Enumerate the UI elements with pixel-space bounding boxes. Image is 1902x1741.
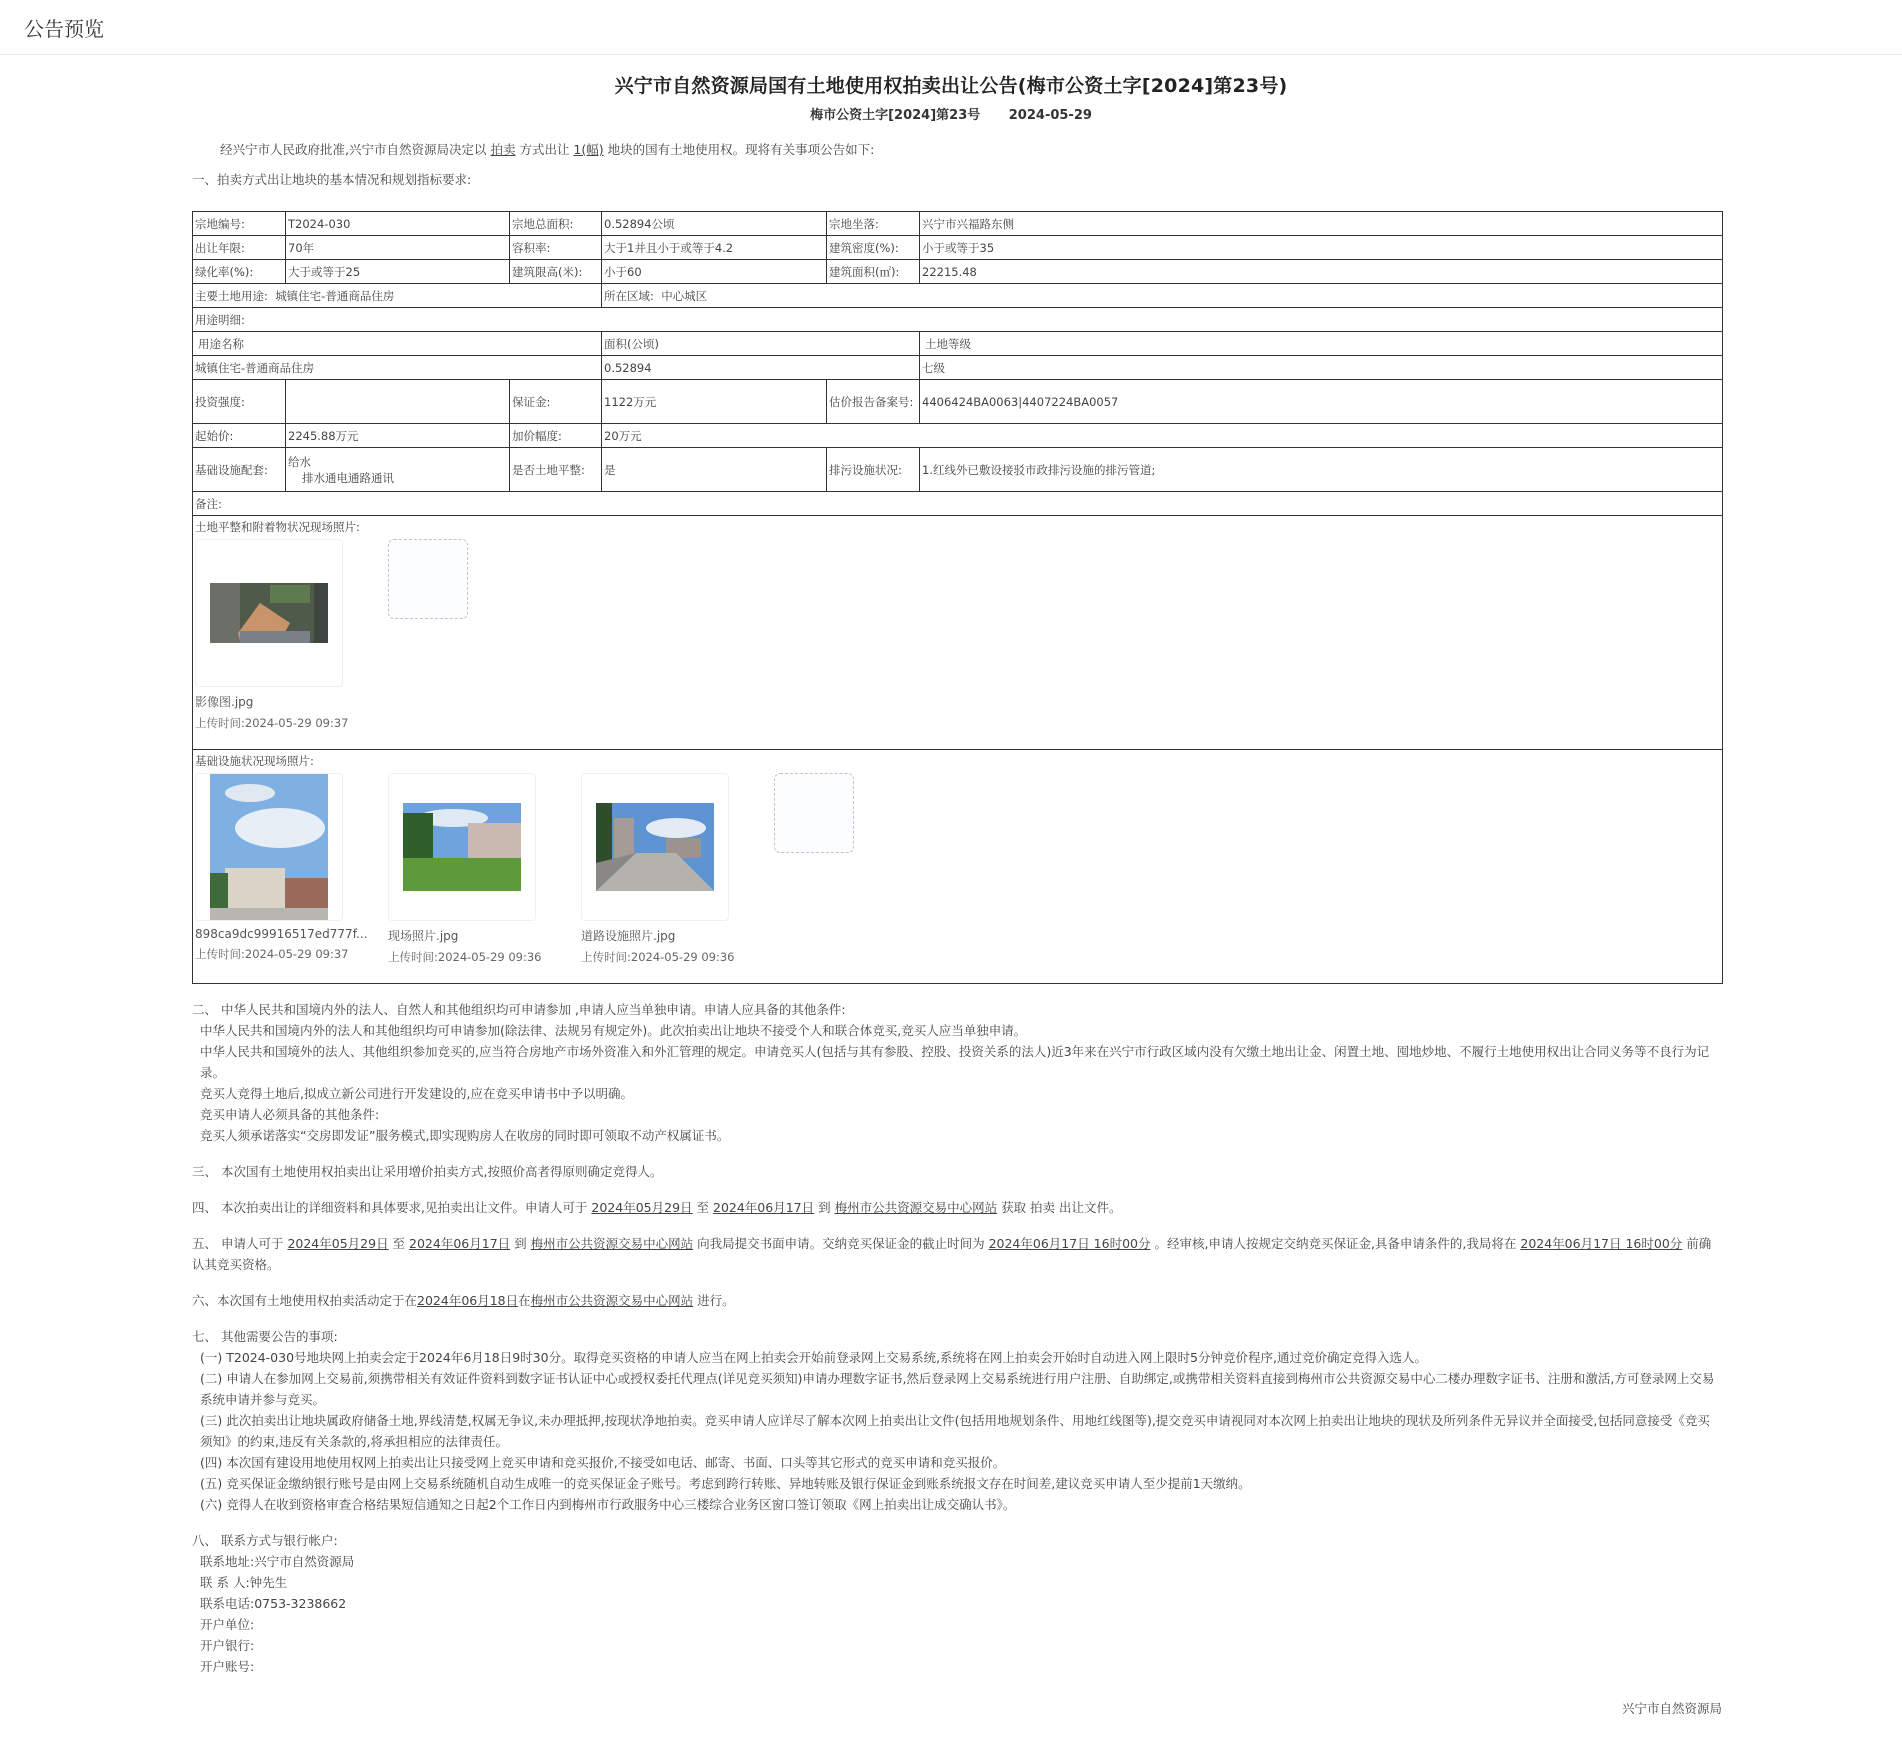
photo-filename: 影像图.jpg — [195, 695, 254, 709]
region: 中心城区 — [661, 288, 708, 303]
table-row: 备注: — [193, 492, 1723, 516]
document-date: 2024-05-29 — [1008, 108, 1092, 123]
list-item: (三) 此次拍卖出让地块属政府储备土地,界线清楚,权属无争议,未办理抵押,按现状净地拍卖。竞买申请人应详尽了解本次网上拍卖出让文件(包括用地规划条件、用地红线图等),提交竞买申请视同对本次网上拍卖出让地块的现状及所列条件无异议并全面接受,包括同意接受《竞买须知》的约束,违反有关条款的,将承担相应的法律责任。 — [200, 1413, 1710, 1449]
road-photo — [596, 803, 714, 891]
table-row: 城镇住宅-普通商品住房 0.52894 七级 — [193, 356, 1723, 380]
photo-thumbnail[interactable] — [581, 773, 729, 921]
photo-thumbnail[interactable] — [195, 539, 343, 687]
deposit-deadline: 2024年06月17日 16时00分 — [988, 1236, 1151, 1251]
account-number: 开户账号: — [200, 1659, 255, 1674]
table-row: 出让年限: 70年 容积率: 大于1并且小于或等于4.2 建筑密度(%): 小于或等于35 — [193, 236, 1723, 260]
street-photo — [210, 773, 328, 921]
table-row: 主要土地用途: 城镇住宅-普通商品住房 所在区域: 中心城区 — [193, 284, 1723, 308]
contact-phone: 联系电话:0753-3238662 — [200, 1596, 347, 1611]
photo-item[interactable] — [581, 773, 735, 965]
photo-thumbnail[interactable] — [195, 773, 343, 921]
table-row: 绿化率(%): 大于或等于25 建筑限高(米): 小于60 建筑面积(㎡): 22215.48 — [193, 260, 1723, 284]
table-row: 基础设施配套: 给水 排水通电通路通讯 是否土地平整: 是 排污设施状况: 1.红线外已敷设接驳市政排污设施的排污管道; — [193, 448, 1723, 492]
photo-item[interactable] — [195, 773, 368, 965]
parcel-location: 兴宁市兴福路东侧 — [920, 212, 1723, 236]
starting-price: 2245.88万元 — [286, 424, 510, 448]
infrastructure-photos-section: 基础设施状况现场照片: 898ca9dc99916517ed777f... 上传时间:2024-05-29 09:37 现场照片.jpg 上传时间:2024-05-29 09:36 道路设施照片.jpg 上传时间:2024-05-29 09:36 — [193, 750, 1723, 984]
photo-item[interactable] — [388, 773, 542, 965]
list-item: (一) T2024-030号地块网上拍卖会定于2024年6月18日9时30分。取得竞买资格的申请人应当在网上拍卖会开始前登录网上交易系统,系统将在网上拍卖会开始时自动进入网上限时5分钟竞价程序,通过竞价确定竞得入选人。 — [200, 1350, 1427, 1365]
section-3: 三、 本次国有土地使用权拍卖出让采用增价拍卖方式,按照价高者得原则确定竞得人。 — [192, 1164, 663, 1179]
infrastructure: 给水 排水通电通路通讯 — [286, 448, 510, 492]
photo-item[interactable] — [195, 539, 349, 731]
table-row — [193, 516, 1723, 750]
table-row — [193, 750, 1723, 984]
qualification-deadline: 2024年06月17日 16时00分 — [1520, 1236, 1683, 1251]
list-item: (六) 竞得人在收到资格审查合格结果短信通知之日起2个工作日内到梅州市行政服务中心三楼综合业务区窗口签订领取《网上拍卖出让成交确认书》。 — [200, 1497, 1016, 1512]
land-photos-section: 土地平整和附着物状况现场照片: 影像图.jpg 上传时间:2024-05-29 09:37 — [193, 516, 1723, 750]
list-item: (二) 申请人在参加网上交易前,须携带相关有效证件资料到数字证书认证中心或授权委托代理点(详见竞买须知)申请办理数字证书,然后登录网上交易系统进行用户注册、自助绑定,或携带相关资料直接到梅州市公共资源交易中心二楼办理数字证书、注册和激活,方可登录网上交易系统申请并参与竞买。 — [200, 1371, 1715, 1407]
bid-increment: 20万元 — [602, 424, 1723, 448]
account-unit: 开户单位: — [200, 1617, 255, 1632]
contact-address: 联系地址:兴宁市自然资源局 — [200, 1554, 355, 1569]
table-row: 投资强度: 保证金: 1122万元 估价报告备案号: 4406424BA0063|4407224BA0057 — [193, 380, 1723, 424]
announcement-sections — [192, 999, 1722, 1677]
upload-placeholder[interactable] — [774, 773, 854, 853]
auction-date: 2024年06月18日 — [417, 1293, 519, 1308]
photo-thumbnail[interactable] — [388, 773, 536, 921]
document-meta — [0, 104, 1902, 123]
section-2: 二、 中华人民共和国境内外的法人、自然人和其他组织均可申请参加 ,申请人应当单独申请。申请人应具备的其他条件: 中华人民共和国境内外的法人和其他组织均可申请参加(除法律、法规另有规定外)。此次拍卖出让地块不接受个人和联合体竞买,竞买人应当单独申请。 中华人民共和国境外的法人、其他组织参加竞买的,应当符合房地产市场外资准入和外汇管理的规定。申请竞买人(包括与其有参股、控股、投资关系的法人)近3年来在兴宁市行政区域内没有欠缴土地出让金、闲置土地、囤地炒地、不履行土地使用权出让合同义务等不良行为记录。 竞买人竞得土地后,拟成立新公司进行开发建设的,应在竞买申请书中予以明确。 竞买申请人必须具备的其他条件: 竞买人须承诺落实“交房即发证”服务模式,即实现购房人在收房的同时即可领取不动产权属证书。 — [192, 1002, 1710, 1143]
deposit: 1122万元 — [602, 380, 827, 424]
land-flat: 是 — [602, 448, 827, 492]
trading-center-link[interactable]: 梅州市公共资源交易中心网站 — [530, 1236, 694, 1251]
list-item: (四) 本次国有建设用地使用权网上拍卖出让只接受网上竞买申请和竞买报价,不接受如电话、邮寄、书面、口头等其它形式的竞买申请和竞买报价。 — [200, 1455, 1006, 1470]
section-1-title: 一、拍卖方式出让地块的基本情况和规划指标要求: — [192, 172, 472, 187]
page-title: 公告预览 — [24, 16, 104, 41]
account-bank: 开户银行: — [200, 1638, 255, 1653]
photo-upload-time: 上传时间:2024-05-29 09:36 — [581, 950, 735, 964]
date-to-link[interactable]: 2024年06月17日 — [409, 1236, 511, 1251]
auction-method: 拍卖 — [490, 142, 516, 157]
appraisal-report-number: 4406424BA0063|4407224BA0057 — [920, 380, 1723, 424]
date-from-link[interactable]: 2024年05月29日 — [287, 1236, 389, 1251]
investment-intensity — [286, 380, 510, 424]
contact-person: 联 系 人:钟先生 — [200, 1575, 288, 1590]
date-from-link[interactable]: 2024年05月29日 — [591, 1200, 693, 1215]
trading-center-link[interactable]: 梅州市公共资源交易中心网站 — [530, 1293, 694, 1308]
section-5: 五、 申请人可于 2024年05月29日 至 2024年06月17日 到 梅州市公共资源交易中心网站 向我局提交书面申请。交纳竞买保证金的截止时间为 2024年06月17日 16时00分 。经审核,申请人按规定交纳竞买保证金,具备申请条件的,我局将在 2024年06月17日 16时00分 前确认其竞买资格。 — [192, 1236, 1712, 1272]
section-7: 七、 其他需要公告的事项: (一) T2024-030号地块网上拍卖会定于2024年6月18日9时30分。取得竞买资格的申请人应当在网上拍卖会开始前登录网上交易系统,系统将在网上拍卖会开始时自动进入网上限时5分钟竞价程序,通过竞价确定竞得入选人。 (二) 申请人在参加网上交易前,须携带相关有效证件资料到数字证书认证中心或授权委托代理点(详见竞买须知)申请办理数字证书,然后登录网上交易系统进行用户注册、自助绑定,或携带相关资料直接到梅州市公共资源交易中心二楼办理数字证书、注册和激活,方可登录网上交易系统申请并参与竞买。 (三) 此次拍卖出让地块属政府储备土地,界线清楚,权属无争议,未办理抵押,按现状净地拍卖。竞买申请人应详尽了解本次网上拍卖出让文件(包括用地规划条件、用地红线图等),提交竞买申请视同对本次网上拍卖出让地块的现状及所列条件无异议并全面接受,包括同意接受《竞买须知》的约束,违反有关条款的,将承担相应的法律责任。 (四) 本次国有建设用地使用权网上拍卖出让只接受网上竞买申请和竞买报价,不接受如电话、邮寄、书面、口头等其它形式的竞买申请和竞买报价。 (五) 竞买保证金缴纳银行账号是由网上交易系统随机自动生成唯一的竞买保证金子账号。考虑到跨行转账、异地转账及银行保证金到账系统报文存在时间差,建议竞买申请人至少提前1天缴纳。 (六) 竞得人在收到资格审查合格结果短信通知之日起2个工作日内到梅州市行政服务中心三楼综合业务区窗口签订领取《网上拍卖出让成交确认书》。 — [192, 1326, 1722, 1515]
table-row: 用途明细: — [193, 308, 1723, 332]
total-area: 0.52894公顷 — [602, 212, 827, 236]
parcel-info-table — [192, 211, 1723, 984]
intro-paragraph: 经兴宁市人民政府批准,兴宁市自然资源局决定以 拍卖 方式出让 1(幅) 地块的国有土地使用权。现将有关事项公告如下: — [220, 142, 875, 157]
lease-term: 70年 — [286, 236, 510, 260]
signature: 兴宁市自然资源局 — [1621, 1701, 1722, 1716]
section-4: 四、 本次拍卖出让的详细资料和具体要求,见拍卖出让文件。申请人可于 2024年05月29日 至 2024年06月17日 到 梅州市公共资源交易中心网站 获取 拍卖 出让文件。 — [192, 1200, 1122, 1215]
section-6: 六、本次国有土地使用权拍卖活动定于在2024年06月18日在梅州市公共资源交易中心网站 进行。 — [192, 1293, 735, 1308]
trading-center-link[interactable]: 梅州市公共资源交易中心网站 — [834, 1200, 998, 1215]
date-to-link[interactable]: 2024年06月17日 — [713, 1200, 815, 1215]
parcel-info-table-wrap — [192, 211, 1722, 984]
sewage-status: 1.红线外已敷设接驳市政排污设施的排污管道; — [920, 448, 1723, 492]
parcel-count: 1(幅) — [573, 142, 604, 157]
photo-filename: 898ca9dc99916517ed777f... — [195, 927, 368, 941]
main-land-use: 城镇住宅-普通商品住房 — [275, 288, 395, 303]
photo-upload-time: 上传时间:2024-05-29 09:36 — [388, 950, 542, 964]
photo-filename: 现场照片.jpg — [388, 929, 459, 943]
building-area: 22215.48 — [920, 260, 1723, 284]
floor-area-ratio: 大于1并且小于或等于4.2 — [602, 236, 827, 260]
photo-upload-time: 上传时间:2024-05-29 09:37 — [195, 716, 349, 730]
table-row: 用途名称 面积(公顷) 土地等级 — [193, 332, 1723, 356]
upload-placeholder[interactable] — [388, 539, 468, 619]
document-title: 兴宁市自然资源局国有土地使用权拍卖出让公告(梅市公资土字[2024]第23号) — [614, 75, 1288, 97]
page-header — [0, 0, 1902, 55]
green-ratio: 大于或等于25 — [286, 260, 510, 284]
table-row: 起始价: 2245.88万元 加价幅度: 20万元 — [193, 424, 1723, 448]
document-body — [192, 139, 1722, 190]
table-row: 宗地编号: T2024-030 宗地总面积: 0.52894公顷 宗地坐落: 兴宁市兴福路东侧 — [193, 212, 1723, 236]
photo-upload-time: 上传时间:2024-05-29 09:37 — [195, 947, 349, 961]
photo-filename: 道路设施照片.jpg — [581, 929, 676, 943]
section-8: 八、 联系方式与银行帐户: 联系地址:兴宁市自然资源局 联 系 人:钟先生 联系电话:0753-3238662 开户单位: 开户银行: 开户账号: — [192, 1530, 1722, 1677]
aerial-image — [210, 583, 328, 643]
announcement-content — [0, 56, 1902, 123]
list-item: (五) 竞买保证金缴纳银行账号是由网上交易系统随机自动生成唯一的竞买保证金子账号。考虑到跨行转账、异地转账及银行保证金到账系统报文存在时间差,建议竞买申请人至少提前1天缴纳。 — [200, 1476, 1251, 1491]
parcel-number: T2024-030 — [286, 212, 510, 236]
building-density: 小于或等于35 — [920, 236, 1723, 260]
document-number: 梅市公资土字[2024]第23号 — [810, 108, 981, 123]
height-limit: 小于60 — [602, 260, 827, 284]
site-photo — [403, 803, 521, 891]
